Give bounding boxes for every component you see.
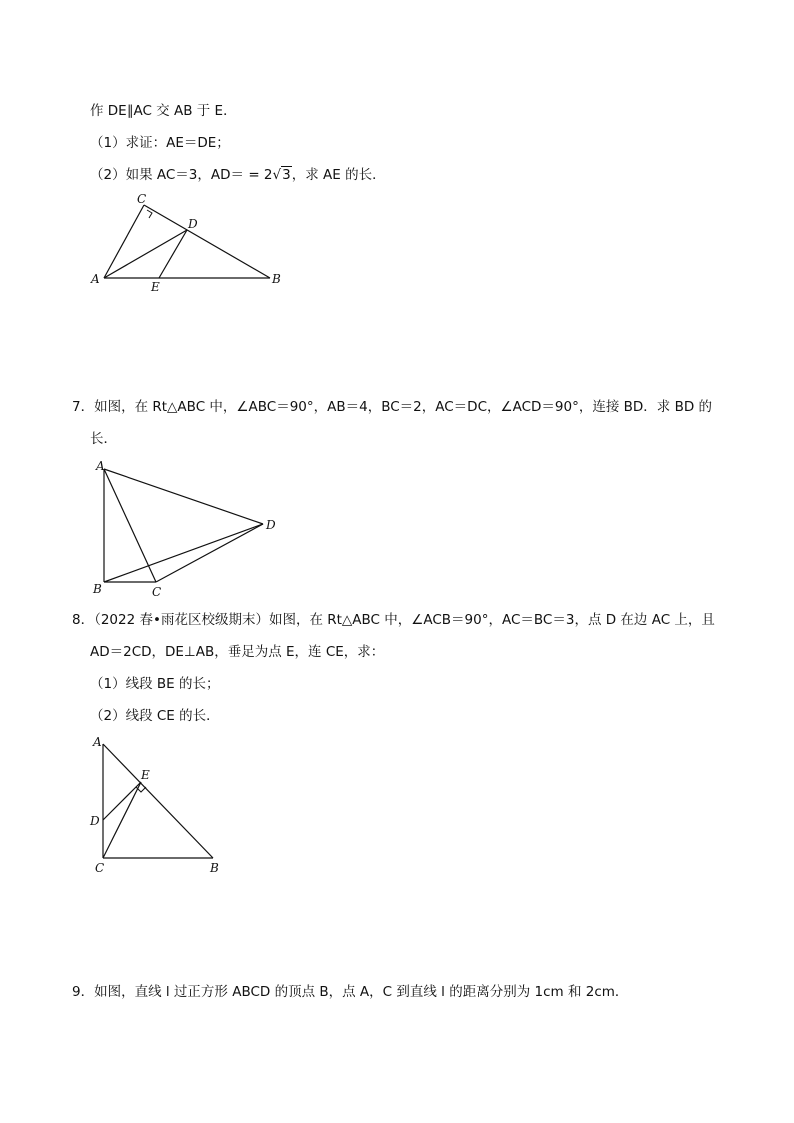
q7-label-c: C bbox=[152, 585, 162, 599]
q7-label-b: B bbox=[93, 582, 102, 596]
q7-figure bbox=[88, 455, 288, 600]
q6-label-d: D bbox=[188, 217, 198, 231]
q6-part-2-eq-sign: = 2 bbox=[244, 167, 273, 183]
q9-line-1: 9．如图，直线 l 过正方形 ABCD 的顶点 B，点 A，C 到直线 l 的距离分别为 1cm 和 2cm． bbox=[72, 984, 629, 1000]
q8-line-2: AD＝2CD，DE⊥AB，垂足为点 E，连 CE，求： bbox=[90, 644, 385, 660]
q8-label-c: C bbox=[95, 861, 105, 875]
q8-part-1: （1）线段 BE 的长； bbox=[90, 676, 220, 692]
q8-label-d: D bbox=[90, 814, 100, 828]
q7-line-2: 长． bbox=[90, 431, 117, 447]
q7-label-d: D bbox=[266, 518, 276, 532]
q8-label-e: E bbox=[141, 768, 150, 782]
q8-label-b: B bbox=[210, 861, 219, 875]
q6-part-1: （1）求证：AE＝DE； bbox=[90, 135, 230, 151]
q6-label-b: B bbox=[272, 272, 281, 286]
q6-part-2-radicand: 3 bbox=[282, 167, 291, 183]
q8-figure bbox=[86, 732, 236, 877]
q6-label-a: A bbox=[91, 272, 100, 286]
q6-line-1: 作 DE∥AC 交 AB 于 E． bbox=[90, 103, 237, 119]
q6-figure bbox=[88, 190, 298, 300]
sqrt-symbol: √3 bbox=[272, 167, 291, 183]
q6-part-2 bbox=[90, 165, 386, 185]
q8-part-2: （2）线段 CE 的长． bbox=[90, 708, 220, 724]
q7-line-1: 7．如图，在 Rt△ABC 中，∠ABC＝90°，AB＝4，BC＝2，AC＝DC，∠ACD＝90°，连接 BD．求 BD 的 bbox=[72, 399, 713, 415]
q8-label-a: A bbox=[93, 735, 102, 749]
q7-label-a: A bbox=[96, 459, 105, 473]
q6-part-2-suffix: ，求 AE 的长． bbox=[291, 167, 386, 183]
q6-part-2-prefix: （2）如果 AC＝3，AD＝ bbox=[90, 167, 245, 183]
q8-line-1: 8．（2022 春•雨花区校级期末）如图，在 Rt△ABC 中，∠ACB＝90°，AC＝BC＝3，点 D 在边 AC 上，且 bbox=[72, 612, 715, 628]
q6-label-c: C bbox=[137, 192, 147, 206]
q6-label-e: E bbox=[151, 280, 160, 294]
